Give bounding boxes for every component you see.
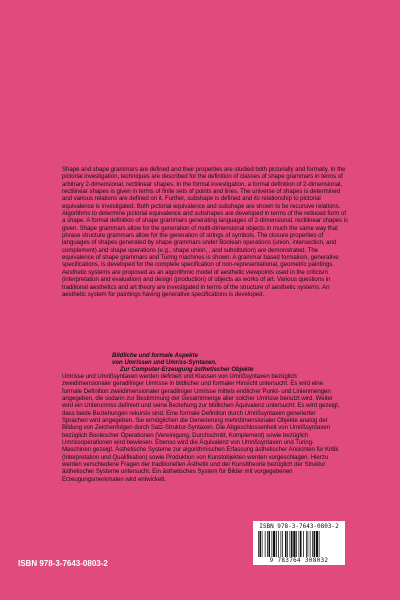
abstract-german: Umrisse und Umrißsyntaxen werden definiert und Klassen von Umrißsyntaxen bezüglich zweidimensionaler geradliniger Umrisse in bildlicher und formaler Hinsicht untersucht. Es wird eine formale Definition zweidimensionaler geradliniger Umrisse mittels endlicher Punkt- und Linienmengen angegeben, die sodann zur Bestimmung der Gesamtmenge aller solcher Umrisse benutzt wird. Weiter wird ein Unterumriss definiert und seine Beziehung zur bildlichen Äquivalenz untersucht. Es wird gezeigt, dass beide Beziehungen rekursiv sind. Eine formale Definition durch Umrißsyntaxen generierter Sprachen wird angegeben. Sie ermöglichen die Generierung mehrdimensionaler Objekte analog der Bildung von Zeichenfolgen durch Satz-Struktur-Syntaxen. Die Abgeschlossenheit von Umrißsyntaxen bezüglich Boolescher Operationen (Vereinigung, Durchschnitt, Komplement) sowie bezüglich Umrissoperationen wird bewiesen. Ebenso wird die Äquivalenz von Umrißsyntaxen und Turing-Maschinen gezeigt. Ästhetische Systeme zur algorithmischen Erfassung ästhetischer Ansichten für Kritik (Interpretation und Qualifikation) sowie Produktion von Kunstobjekten werden vorgeschlagen. Hierzu werden verschiedene Fragen der traditionellen Ästhetik und der Kunsttheorie bezüglich der Struktur ästhetischer Systeme untersucht. Ein ästhetisches System für Bilder mit vorgegebenen Erzeugungsmerkmalen wird entwickelt. bbox=[62, 373, 340, 483]
german-heading bbox=[112, 353, 342, 375]
isbn-barcode-box bbox=[253, 521, 345, 565]
isbn-box-label: ISBN 978-3-7643-0803-2 bbox=[259, 523, 339, 530]
barcode-icon bbox=[257, 531, 341, 557]
german-heading-line-1: Bildliche und formale Aspekte bbox=[112, 353, 198, 359]
barcode-digits: 9 783764 308032 bbox=[269, 557, 329, 564]
german-heading-line-3: Zur Computer-Erzeugung ästhetischer Objekte bbox=[120, 367, 254, 374]
isbn-number: ISBN 978-3-7643-0803-2 bbox=[18, 559, 108, 568]
abstract-english: Shape and shape grammars are defined and their properties are studied both pictorially and formally. In the pictorial investigation, techniques are described for the definition of classes of shape grammars in terms of arbitrary 2-dimensional, rectilinear shapes. In the formal investigation, a formal definition of 2-dimensional, rectilinear shapes is given in terms of finite sets of points and lines. The universe of shapes is determined and various relations are defined on it. Further, subshape is defined and its relationship to pictorial equivalence is investigated. Both pictorial equivalence and subshape are shown to be recursive relations. Algorithms to determine pictorial equivalence and subshapes are developed in terms of the reduced form of a shape. A formal definition of shape grammars generating languages of 2-dimensional, rectilinear shapes is given. Shape grammars allow for the generation of multi-dimensional objects in much the same way that phrase structure grammars allow for the generation of strings of symbols. The closure properties of languages of shapes generated by shape grammars under Boolean operations (union, intersection, and complement) and shape operations (e.g., shape union, , and substitution) are demonstrated. The equivalence of shape grammars and Turing machines is shown. A grammar based formalism, generative specifications, is developed for the complete specification of non-representational, geometric paintings. Aesthetic systems are proposed as an algorithmic model of aesthetic viewpoints used in the criticism (interpretation and evaluation) and design (production) of objects as works of art. Various questions in traditional aesthetics and art theory are investigated in terms of the structure of aesthetic systems. An aesthetic system for paintings having generative specifications is developed. bbox=[62, 166, 348, 298]
german-heading-line-2: von Umrissen und Umriss-Syntaxen. bbox=[112, 360, 217, 367]
